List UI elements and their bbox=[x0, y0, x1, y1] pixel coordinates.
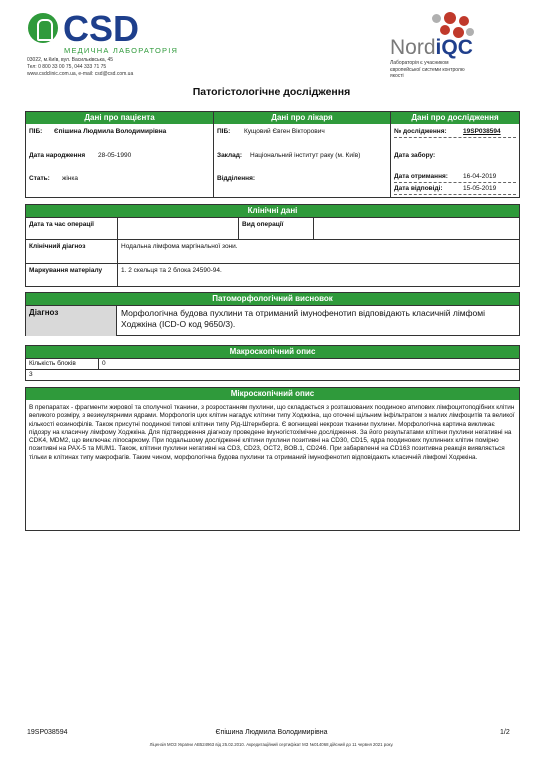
blocks-label: Кількість блоків bbox=[29, 360, 76, 367]
nordiqc-caption: Лабораторія є учасником європейської системи контролю якості bbox=[390, 60, 465, 79]
doctor-header: Дані про лікаря bbox=[214, 112, 390, 124]
nordiqc-name-b: iQC bbox=[435, 36, 473, 59]
clinical-header: Клінічні дані bbox=[26, 205, 519, 217]
institution-label: Заклад: bbox=[217, 152, 243, 159]
csd-logo bbox=[27, 8, 179, 55]
conclusion-header: Патоморфологічний висновок bbox=[26, 293, 519, 305]
blocks-value: 3 bbox=[29, 371, 33, 378]
blocks-row bbox=[26, 358, 519, 369]
lab-web-email: www.csdclinic.com.ua, e-mail: csd@csd.com.ua bbox=[27, 71, 134, 77]
study-number-label: № дослідження: bbox=[394, 128, 447, 135]
patient-name-label: ПІБ: bbox=[29, 128, 43, 135]
blocks-col2: 0 bbox=[102, 360, 106, 367]
microscope-icon bbox=[28, 13, 58, 43]
marking-row bbox=[26, 263, 519, 286]
patient-name: Єпішина Людмила Володимирівна bbox=[54, 128, 167, 135]
clinical-diagnosis-row bbox=[26, 239, 519, 263]
doctor-name: Кущовий Євген Вікторович bbox=[244, 128, 325, 135]
nordiqc-logo bbox=[390, 12, 510, 59]
department-label: Відділення: bbox=[217, 175, 256, 182]
answer-date: 15-05-2019 bbox=[463, 185, 497, 192]
diagnosis-label: Діагноз bbox=[26, 306, 117, 336]
footer-patient-name: Єпішина Людмила Володимирівна bbox=[215, 729, 328, 736]
patient-column bbox=[26, 112, 213, 197]
doctor-name-label: ПІБ: bbox=[217, 128, 231, 135]
macroscopic-header: Макроскопічний опис bbox=[26, 346, 519, 358]
patient-sex-label: Стать: bbox=[29, 175, 50, 182]
clinical-data-section bbox=[25, 204, 520, 287]
study-header: Дані про дослідження bbox=[391, 112, 519, 124]
lab-subtitle: МЕДИЧНА ЛАБОРАТОРІЯ bbox=[64, 46, 179, 55]
marking: 1. 2 скельця та 2 блока 24590-94. bbox=[121, 267, 222, 274]
csd-logo-text: CSD bbox=[63, 8, 140, 49]
clinical-diagnosis-label: Клінічний діагноз bbox=[29, 243, 86, 250]
license-note: Ліцензія МОЗ України АВ524963 від 25.02.2010. Акредитаційний сертифікат МЗ №014068 дійсний до 11 червня 2021 року. bbox=[149, 742, 394, 747]
microscopic-text: В препаратах - фрагменти жирової та сполучної тканини, з розростанням пухлини, що складається з розташованих поодиноко атипових лімфоцитоподібних клітин великого розміру, з везикулярними ядрами. Морфологія цих клітин нагадує клітини типу Ходжкіна, що оточені щільним інфільтратом з малих лімфоцитів та великої кількості еозинофілів. Також присутні поодинокі типові клітини типу Рід-Штернберга. Є вогнищеві некрози тканини пухлини. Морфологічна картина викликає підозру на класичну лімфому Ходжкіна. Для підтвердження діагнозу проведене імуногістохімічне дослідження. За його результатами клітини пухлини негативні на CDK4, MDM2, що виключає ліпосаркому. При подальшому дослідженні клітини пухлини позитивні на CD30, CD15, ядра поодиноких пухлинних клітин помірно позитивні на PAX-5 та MUM1. Також, клітини пухлини негативні на CD3, CD23, OCT2, BOB.1, CD246. При забарвленні на CD163 позитивна реакція виявляється тільки в клітинах типу макрофагів. Таким чином, морфологічна будова пухлини та отриманий імунофенотип відповідають класичній лімфомі Ходжкіна. bbox=[29, 404, 515, 461]
molecule-icon bbox=[390, 12, 510, 38]
patient-header: Дані про пацієнта bbox=[26, 112, 213, 124]
footer-study-id: 19SP038594 bbox=[27, 729, 68, 736]
study-number-divider bbox=[394, 137, 516, 138]
marking-label: Маркування матеріалу bbox=[29, 267, 103, 274]
info-table bbox=[25, 111, 520, 198]
operation-type-label: Вид операції bbox=[242, 221, 284, 228]
page-number: 1/2 bbox=[500, 729, 510, 736]
macroscopic-section bbox=[25, 345, 520, 381]
answer-date-label: Дата відповіді: bbox=[394, 185, 443, 192]
answer-divider bbox=[394, 194, 516, 195]
lab-contacts bbox=[27, 57, 177, 78]
lab-phone: Тел: 0 800 33 00 75, 044 333 71 75 bbox=[27, 64, 107, 70]
study-number: 19SP038594 bbox=[463, 128, 501, 135]
institution: Національний інститут раку (м. Київ) bbox=[250, 152, 361, 159]
blocks-value-row bbox=[26, 369, 519, 380]
patient-sex: жінка bbox=[62, 175, 78, 182]
conclusion-section bbox=[25, 292, 520, 336]
doctor-column bbox=[213, 112, 390, 197]
diagnosis-text: Морфологічна будова пухлини та отриманий імунофенотип відповідають класичній лімфомі Ходжкіна (ICD-O код 9650/3). bbox=[121, 308, 486, 329]
study-column bbox=[390, 112, 519, 197]
patient-dob: 28-05-1990 bbox=[98, 152, 132, 159]
clinical-diagnosis: Нодальна лімфома маргінальної зони. bbox=[121, 243, 238, 250]
microscopic-header: Мікроскопічний опис bbox=[26, 388, 519, 400]
patient-dob-label: Дата народження bbox=[29, 152, 86, 159]
received-date: 16-04-2019 bbox=[463, 173, 497, 180]
operation-date-label: Дата та час операції bbox=[29, 221, 94, 228]
operation-row bbox=[26, 217, 519, 239]
sample-date-label: Дата забору: bbox=[394, 152, 436, 159]
microscopic-section bbox=[25, 387, 520, 531]
document-title: Патогістологічне дослідження bbox=[192, 86, 351, 98]
received-date-label: Дата отримання: bbox=[394, 173, 448, 180]
received-divider bbox=[394, 182, 516, 183]
lab-address: 03022, м.Київ, вул. Васильківська, 45 bbox=[27, 57, 114, 63]
nordiqc-name-a: Nord bbox=[390, 36, 436, 59]
